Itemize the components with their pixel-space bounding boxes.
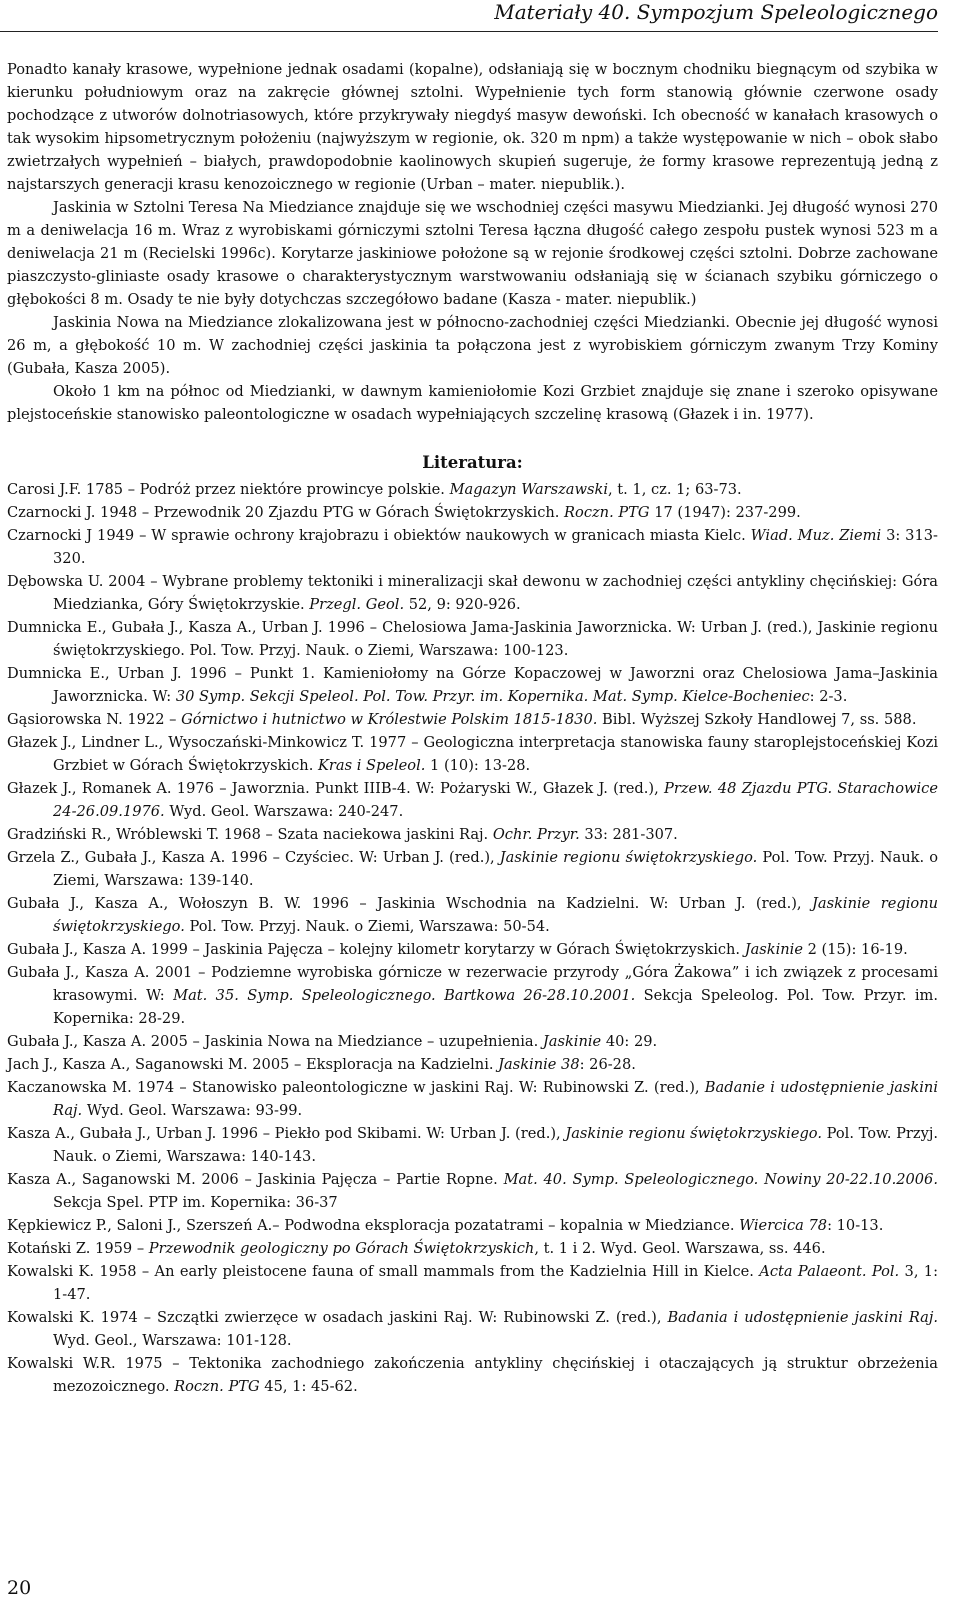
reference-entry	[7, 1237, 938, 1260]
reference-source: Jaskinie regionu świętokrzyskiego.	[53, 895, 938, 935]
reference-details: 17 (1947): 237-299.	[649, 504, 801, 521]
reference-source: Badania i udostępnienie jaskini Raj.	[667, 1309, 939, 1326]
paragraph: Ponadto kanały krasowe, wypełnione jednak osadami (kopalne), odsłaniają się w bocznym chodniku biegnącym od szybika w kierunku południowym oraz na zakręcie głównej sztolni. Wypełnienie tych form stanowią głównie czerwone osady pochodzące z utworów dolnotriasowych, które przykrywały niegdyś masyw dewoński. Ich obecność w kanałach krasowych o tak wysokim hipsometrycznym położeniu (najwyższym w regionie, ok. 320 m npm) a także występowanie w nich – obok słabo zwietrzałych wypełnień – białych, prawdopodobnie kaolinowych skupień sugeruje, że formy krasowe reprezentują jedną z najstarszych generacji krasu kenozoicznego w regionie (Urban – mater. niepublik.).	[7, 61, 938, 193]
reference-entry	[7, 570, 938, 616]
reference-details: Sekcja Speleolog. Pol. Tow. Przyr. im. Kopernika: 28-29.	[53, 987, 938, 1027]
reference-text: Kasza A., Gubała J., Urban J. 1996 – Piekło pod Skibami. W: Urban J. (red.),	[7, 1125, 566, 1142]
reference-source: Wiercica 78	[739, 1217, 828, 1234]
reference-entry	[7, 1076, 938, 1122]
reference-entry	[7, 708, 938, 731]
reference-source: Roczn. PTG	[174, 1378, 260, 1395]
reference-entry	[7, 823, 938, 846]
reference-source: Jaskinie	[542, 1033, 602, 1050]
reference-details: 45, 1: 45-62.	[259, 1378, 358, 1395]
reference-text: Kotański Z. 1959 –	[7, 1240, 149, 1257]
reference-text: Gubała J., Kasza A., Wołoszyn B. W. 1996 – Jaskinia Wschodnia na Kadzielni. W: Urban J. (red.),	[7, 895, 813, 912]
reference-source: Kras i Speleol.	[317, 757, 426, 774]
reference-source: Jaskinie	[744, 941, 803, 958]
reference-details: Pol. Tow. Przyj. Nauk. o Ziemi, Warszawa: 50-54.	[184, 918, 550, 935]
reference-entry	[7, 1214, 938, 1237]
reference-entry	[7, 616, 938, 662]
reference-source: Mat. 40. Symp. Speleologicznego. Nowiny 20-22.10.2006.	[503, 1171, 938, 1188]
reference-source: Przegl. Geol.	[309, 596, 405, 613]
running-header: Materiały 40. Sympozjum Speleologicznego	[494, 0, 938, 24]
reference-details: : 26-28.	[579, 1056, 636, 1073]
reference-details: 40: 29.	[601, 1033, 658, 1050]
reference-text: Dumnicka E., Urban J. 1996 – Punkt 1. Kamieniołomy na Górze Kopaczowej w Jaworzni oraz Chelosiowa Jama–Jaskinia Jaworznicka. W:	[7, 665, 938, 705]
reference-source: Jaskinie 38	[498, 1056, 580, 1073]
reference-text: Dębowska U. 2004 – Wybrane problemy tektoniki i mineralizacji skał dewonu w zachodniej części antykliny chęcińskiej: Góra Miedzianka, Góry Świętokrzyskie.	[7, 573, 938, 613]
reference-text: Głazek J., Lindner L., Wysoczański-Minkowicz T. 1977 – Geologiczna interpretacja stanowiska fauny staroplejstoceńskiej Kozi Grzbiet w Górach Świętokrzyskich.	[7, 734, 938, 774]
reference-source: Przew. 48 Zjazdu PTG. Starachowice 24-26.09.1976.	[53, 780, 938, 820]
reference-entry	[7, 1168, 938, 1214]
reference-text: Gąsiorowska N. 1922 –	[7, 711, 182, 728]
reference-entry	[7, 478, 938, 501]
header-rule	[0, 31, 938, 32]
reference-source: Magazyn Warszawski	[449, 481, 608, 498]
reference-details: : 2-3.	[809, 688, 848, 705]
reference-details: 52, 9: 920-926.	[404, 596, 521, 613]
reference-details: 3, 1: 1-47.	[53, 1263, 939, 1303]
reference-text: Kasza A., Saganowski M. 2006 – Jaskinia Pajęcza – Partie Ropne.	[7, 1171, 504, 1188]
reference-text: Kaczanowska M. 1974 – Stanowisko paleontologiczne w jaskini Raj. W: Rubinowski Z. (red.),	[7, 1079, 705, 1096]
reference-text: Jach J., Kasza A., Saganowski M. 2005 – Eksploracja na Kadzielni.	[7, 1056, 499, 1073]
reference-source: Jaskinie regionu świętokrzyskiego.	[565, 1125, 822, 1142]
reference-text: Czarnocki J. 1948 – Przewodnik 20 Zjazdu PTG w Górach Świętokrzyskich.	[7, 504, 565, 521]
reference-entry	[7, 777, 938, 823]
reference-entry	[7, 501, 938, 524]
reference-entry	[7, 1352, 938, 1398]
reference-text: Gubała J., Kasza A. 2005 – Jaskinia Nowa na Miedziance – uzupełnienia.	[7, 1033, 543, 1050]
page-number: 20	[7, 1577, 32, 1599]
reference-entry	[7, 846, 938, 892]
paragraph: Jaskinia Nowa na Miedziance zlokalizowana jest w północno-zachodniej części Miedzianki. Obecnie jej długość wynosi 26 m, a głębokość 10 m. W zachodniej części jaskinia ta połączona jest z wyrobiskiem górniczym zwanym Trzy Kominy (Gubała, Kasza 2005).	[7, 314, 938, 377]
reference-source: Wiad. Muz. Ziemi	[750, 527, 882, 544]
reference-details: 2 (15): 16-19.	[802, 941, 908, 958]
reference-details: Pol. Tow. Przyj. Nauk. o Ziemi, Warszawa: 140-143.	[53, 1125, 938, 1165]
reference-text: Carosi J.F. 1785 – Podróż przez niektóre prowincye polskie.	[7, 481, 450, 498]
reference-source: Mat. 35. Symp. Speleologicznego. Bartkowa 26-28.10.2001.	[173, 987, 636, 1004]
reference-text: Gubała J., Kasza A. 2001 – Podziemne wyrobiska górnicze w rezerwacie przyrody „Góra Żakowa” i ich związek z procesami krasowymi. W:	[7, 964, 938, 1004]
reference-list	[7, 478, 938, 1398]
page-content	[7, 58, 938, 1398]
reference-entry	[7, 1260, 938, 1306]
reference-entry	[7, 1053, 938, 1076]
reference-details: Wyd. Geol., Warszawa: 101-128.	[53, 1332, 292, 1349]
reference-source: Górnictwo i hutnictwo w Królestwie Polskim 1815-1830.	[181, 711, 598, 728]
reference-entry	[7, 662, 938, 708]
reference-entry	[7, 524, 938, 570]
reference-text: Kowalski K. 1958 – An early pleistocene fauna of small mammals from the Kadzielnia Hill in Kielce.	[7, 1263, 760, 1280]
reference-source: Przewodnik geologiczny po Górach Świętokrzyskich	[148, 1240, 535, 1257]
reference-details: 1 (10): 13-28.	[425, 757, 531, 774]
reference-details: Sekcja Spel. PTP im. Kopernika: 36-37	[53, 1194, 338, 1211]
reference-details: 33: 281-307.	[579, 826, 678, 843]
reference-text: Gubała J., Kasza A. 1999 – Jaskinia Pajęcza – kolejny kilometr korytarzy w Górach Świętokrzyskich.	[7, 941, 745, 958]
reference-details: Bibl. Wyższej Szkoły Handlowej 7, ss. 588.	[597, 711, 917, 728]
reference-entry	[7, 1030, 938, 1053]
reference-entry	[7, 1122, 938, 1168]
reference-details: Wyd. Geol. Warszawa: 240-247.	[164, 803, 404, 820]
reference-source: Jaskinie regionu świętokrzyskiego.	[499, 849, 758, 866]
reference-details: 3: 313-320.	[53, 527, 938, 567]
reference-details: , t. 1 i 2. Wyd. Geol. Warszawa, ss. 446.	[534, 1240, 826, 1257]
reference-details: : 10-13.	[827, 1217, 884, 1234]
paragraph: Około 1 km na północ od Miedzianki, w dawnym kamieniołomie Kozi Grzbiet znajduje się znane i szeroko opisywane plejstoceńskie stanowisko paleontologiczne w osadach wypełniających szczelinę krasową (Głazek i in. 1977).	[7, 383, 938, 423]
paragraph: Jaskinia w Sztolni Teresa Na Miedziance znajduje się we wschodniej części masywu Miedzianki. Jej długość wynosi 270 m a deniwelacja 16 m. Wraz z wyrobiskami górniczymi sztolni Teresa łączna długość całego zespołu pustek wynosi 523 m a deniwelacja 21 m (Recielski 1996c). Korytarze jaskiniowe położone są w rejonie środkowej części sztolni. Dobrze zachowane piaszczysto-gliniaste osady krasowe o charakterystycznym warstwowaniu odsłaniają się w ścianach szybiku górniczego o głębokości 8 m. Osady te nie były dotychczas szczegółowo badane (Kasza - mater. niepublik.)	[7, 199, 938, 308]
reference-text: Dumnicka E., Gubała J., Kasza A., Urban J. 1996 – Chelosiowa Jama-Jaskinia Jaworznicka. W: Urban J. (red.), Jaskinie regionu świętokrzyskiego. Pol. Tow. Przyj. Nauk. o Ziemi, Warszawa: 100-123.	[7, 619, 938, 659]
reference-entry	[7, 731, 938, 777]
reference-text: Czarnocki J 1949 – W sprawie ochrony krajobrazu i obiektów naukowych w granicach miasta Kielc.	[7, 527, 751, 544]
reference-details: Pol. Tow. Przyj. Nauk. o Ziemi, Warszawa: 139-140.	[53, 849, 939, 889]
reference-source: Roczn. PTG	[564, 504, 650, 521]
reference-source: Ochr. Przyr.	[492, 826, 580, 843]
reference-source: Badanie i udostępnienie jaskini Raj.	[53, 1079, 938, 1119]
reference-text: Gradziński R., Wróblewski T. 1968 – Szata naciekowa jaskini Raj.	[7, 826, 493, 843]
reference-entry	[7, 938, 938, 961]
reference-details: Wyd. Geol. Warszawa: 93-99.	[82, 1102, 303, 1119]
reference-text: Kowalski W.R. 1975 – Tektonika zachodniego zakończenia antykliny chęcińskiej i otaczających ją struktur obrzeżenia mezozoicznego.	[7, 1355, 938, 1395]
reference-details: , t. 1, cz. 1; 63-73.	[608, 481, 742, 498]
reference-text: Kowalski K. 1974 – Szczątki zwierzęce w osadach jaskini Raj. W: Rubinowski Z. (red.),	[7, 1309, 668, 1326]
reference-text: Kępkiewicz P., Saloni J., Szerszeń A.– Podwodna eksploracja pozatatrami – kopalnia w Miedziance.	[7, 1217, 740, 1234]
reference-entry	[7, 892, 938, 938]
literature-heading: Literatura:	[422, 453, 523, 472]
reference-source: Acta Palaeont. Pol.	[759, 1263, 900, 1280]
reference-entry	[7, 961, 938, 1030]
reference-text: Grzela Z., Gubała J., Kasza A. 1996 – Czyściec. W: Urban J. (red.),	[7, 849, 500, 866]
reference-text: Głazek J., Romanek A. 1976 – Jaworznia. Punkt IIIB-4. W: Pożaryski W., Głazek J. (red.),	[7, 780, 665, 797]
reference-source: 30 Symp. Sekcji Speleol. Pol. Tow. Przyr. im. Kopernika. Mat. Symp. Kielce-Bocheniec	[175, 688, 810, 705]
reference-entry	[7, 1306, 938, 1352]
